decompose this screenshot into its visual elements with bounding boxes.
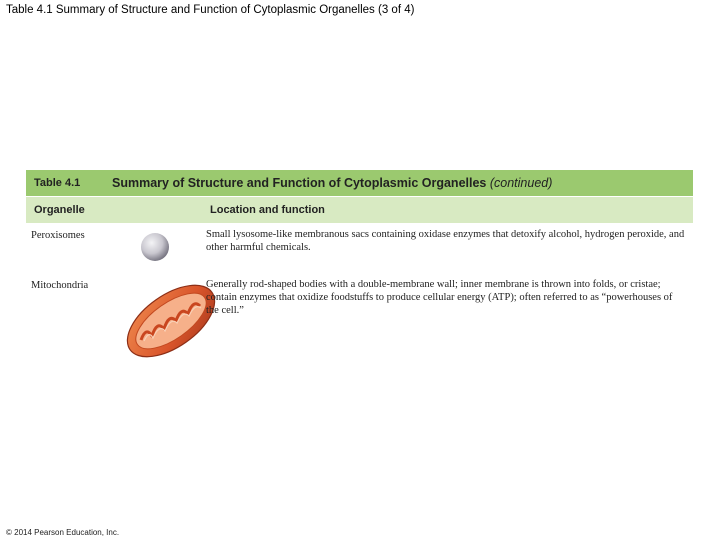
table-number: Table 4.1 xyxy=(34,177,81,189)
column-header-location-function: Location and function xyxy=(210,204,325,216)
table-row xyxy=(26,273,693,373)
organelle-description: Generally rod-shaped bodies with a double-membrane wall; inner membrane is thrown into folds, or cristae; contain enzymes that oxidize foodstuffs to produce cellular energy (ATP); often referred to as “powerhouses of the cell.” xyxy=(206,279,673,316)
table-heading xyxy=(108,176,552,190)
table-row xyxy=(26,223,693,273)
organelle-name: Peroxisomes xyxy=(31,230,85,241)
table-column-header xyxy=(26,196,693,223)
table-heading-suffix: (continued) xyxy=(489,176,553,190)
slide-title: Table 4.1 Summary of Structure and Function of Cytoplasmic Organelles (3 of 4) xyxy=(6,4,415,16)
organelle-name: Mitochondria xyxy=(31,280,89,291)
table-title-bar xyxy=(26,170,693,196)
table-heading-text: Summary of Structure and Function of Cytoplasmic Organelles xyxy=(112,176,487,190)
peroxisome-icon xyxy=(139,231,171,263)
column-header-organelle: Organelle xyxy=(34,204,85,216)
copyright-footer: © 2014 Pearson Education, Inc. xyxy=(6,528,120,537)
organelle-description: Small lysosome-like membranous sacs containing oxidase enzymes that detoxify alcohol, hydrogen peroxide, and other harmful chemicals. xyxy=(206,229,685,253)
organelle-table xyxy=(26,170,693,373)
